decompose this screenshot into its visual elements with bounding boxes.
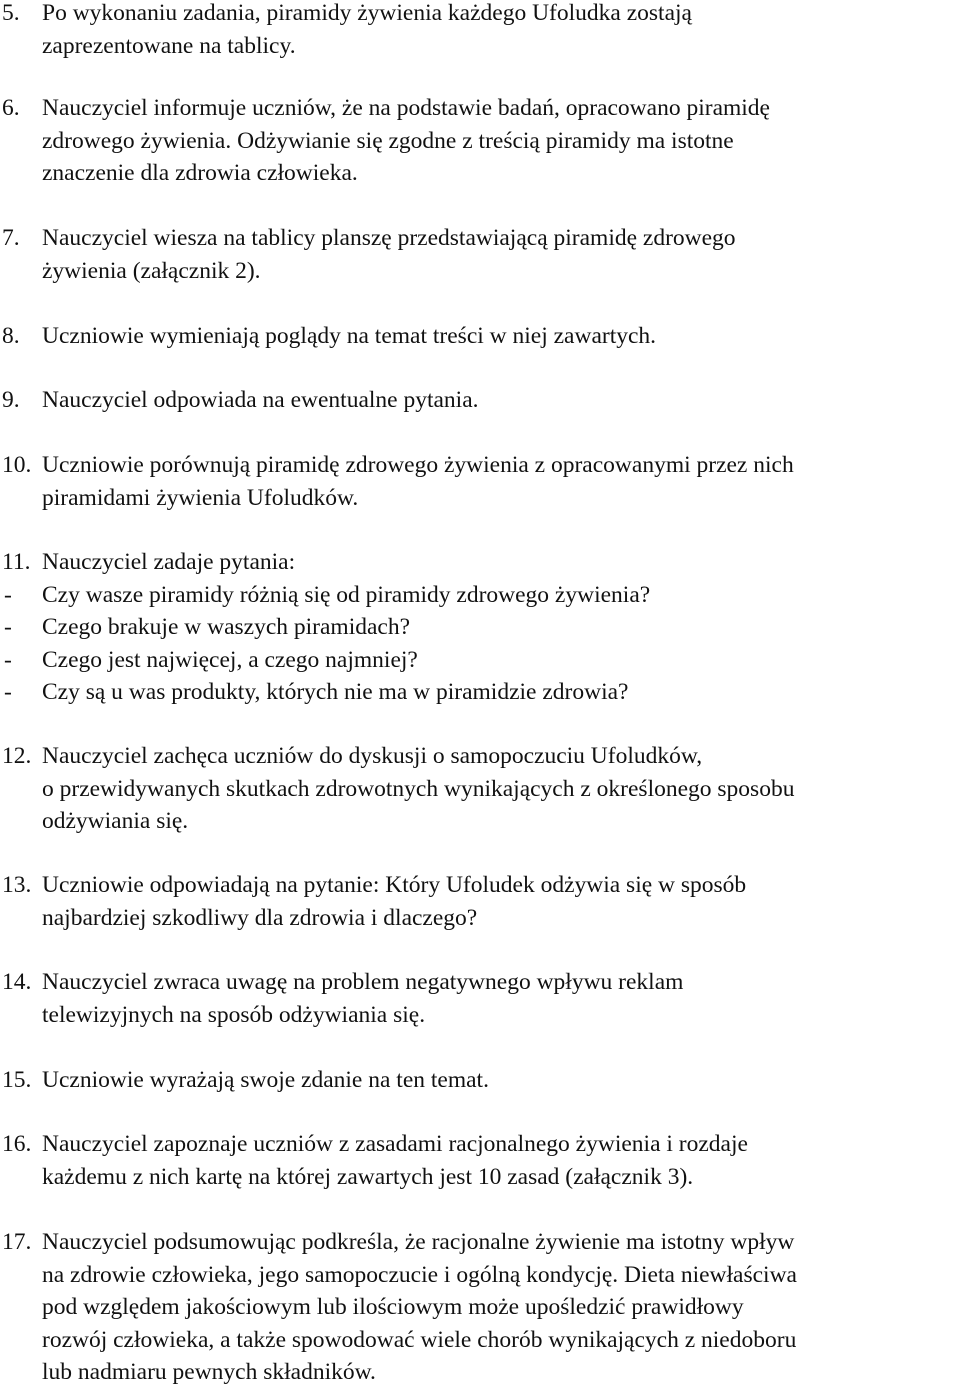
- text-line: Nauczyciel zwraca uwagę na problem negatywnego wpływu reklam: [42, 969, 684, 995]
- item-number: 15.: [2, 1067, 32, 1093]
- item-text: [42, 966, 960, 1031]
- item-number: 5.: [2, 0, 20, 26]
- text-line: Nauczyciel odpowiada na ewentualne pytania.: [42, 387, 479, 413]
- item-number: 11.: [2, 549, 31, 575]
- item-number: 13.: [2, 872, 32, 898]
- text-line: znaczenie dla zdrowia człowieka.: [42, 160, 358, 186]
- text-line: Nauczyciel zachęca uczniów do dyskusji o samopoczuciu Ufoludków,: [42, 743, 703, 769]
- text-line: o przewidywanych skutkach zdrowotnych wynikających z określonego sposobu: [42, 775, 795, 802]
- list-item-17: [0, 1226, 960, 1389]
- item-text: [42, 384, 960, 417]
- list-item-11: [0, 546, 960, 709]
- item-text: [42, 740, 960, 838]
- dash-bullet: -: [4, 581, 12, 608]
- item-text: [42, 1128, 960, 1193]
- list-item-7: [0, 222, 960, 287]
- question-text: Czego brakuje w waszych piramidach?: [42, 614, 411, 640]
- question-item: [0, 611, 960, 644]
- list-item-10: [0, 449, 960, 514]
- text-line: lub nadmiaru pewnych składników.: [42, 1359, 376, 1385]
- dash-bullet: -: [4, 679, 12, 705]
- text-line: Nauczyciel informuje uczniów, że na podstawie badań, opracowano piramidę: [42, 95, 770, 121]
- list-item-12: [0, 740, 960, 838]
- dash-bullet: -: [4, 646, 12, 673]
- item-number: 8.: [2, 323, 20, 349]
- question-text: Czego jest najwięcej, a czego najmniej?: [42, 646, 418, 673]
- text-line: telewizyjnych na sposób odżywiania się.: [42, 1001, 426, 1028]
- dash-bullet: -: [4, 614, 12, 640]
- item-number: 17.: [2, 1229, 32, 1255]
- list-item-5: [0, 0, 960, 62]
- text-line: Po wykonaniu zadania, piramidy żywienia każdego Ufoludka zostają: [42, 0, 692, 26]
- text-line: pod względem jakościowym lub ilościowym może upośledzić prawidłowy: [42, 1294, 744, 1320]
- list-item-8: [0, 320, 960, 353]
- text-line: Uczniowie wyrażają swoje zdanie na ten temat.: [42, 1067, 489, 1093]
- list-item-16: [0, 1128, 960, 1193]
- text-line: najbardziej szkodliwy dla zdrowia i dlaczego?: [42, 904, 478, 931]
- item-text: [42, 1226, 960, 1389]
- text-line: rozwój człowieka, a także spowodować wiele chorób wynikających z niedoboru: [42, 1326, 797, 1353]
- list-item-15: [0, 1064, 960, 1097]
- question-text: Czy są u was produkty, których nie ma w piramidzie zdrowia?: [42, 679, 629, 705]
- list-item-6: [0, 92, 960, 190]
- text-line: Uczniowie odpowiadają na pytanie: Który Ufoludek odżywia się w sposób: [42, 872, 747, 898]
- item-text: [42, 0, 960, 62]
- item-number: 6.: [2, 95, 20, 121]
- list-item-13: [0, 869, 960, 934]
- text-line: piramidami żywienia Ufoludków.: [42, 484, 359, 511]
- item-text: [42, 546, 960, 579]
- item-number: 16.: [2, 1131, 32, 1157]
- item-number: 12.: [2, 743, 32, 769]
- item-number: 14.: [2, 969, 32, 995]
- text-line: żywienia (załącznik 2).: [42, 257, 261, 284]
- text-line: Nauczyciel zapoznaje uczniów z zasadami racjonalnego żywienia i rozdaje: [42, 1131, 748, 1157]
- text-line: Nauczyciel wiesza na tablicy planszę przedstawiającą piramidę zdrowego: [42, 225, 736, 251]
- question-text: Czy wasze piramidy różnią się od piramidy zdrowego żywienia?: [42, 581, 651, 608]
- text-line: Nauczyciel zadaje pytania:: [42, 549, 296, 575]
- list-item-14: [0, 966, 960, 1031]
- item-text: [42, 320, 960, 353]
- item-text: [42, 869, 960, 934]
- text-line: każdemu z nich kartę na której zawartych jest 10 zasad (załącznik 3).: [42, 1163, 694, 1190]
- item-text: [42, 449, 960, 514]
- item-number: 7.: [2, 225, 20, 251]
- item-number: 9.: [2, 387, 20, 413]
- text-line: odżywiania się.: [42, 808, 189, 834]
- question-item: [0, 644, 960, 677]
- text-line: Nauczyciel podsumowując podkreśla, że racjonalne żywienie ma istotny wpływ: [42, 1229, 795, 1255]
- item-number: 10.: [2, 452, 32, 478]
- question-item: [0, 676, 960, 709]
- text-line: zaprezentowane na tablicy.: [42, 32, 296, 59]
- list-item-9: [0, 384, 960, 417]
- question-item: [0, 579, 960, 612]
- text-line: zdrowego żywienia. Odżywianie się zgodne z treścią piramidy ma istotne: [42, 127, 734, 154]
- item-text: [42, 222, 960, 287]
- text-line: Uczniowie wymieniają poglądy na temat treści w niej zawartych.: [42, 323, 657, 349]
- text-line: Uczniowie porównują piramidę zdrowego żywienia z opracowanymi przez nich: [42, 452, 794, 478]
- item-text: [42, 1064, 960, 1097]
- text-line: na zdrowie człowieka, jego samopoczucie i ogólną kondycję. Dieta niewłaściwa: [42, 1261, 797, 1288]
- item-text: [42, 92, 960, 190]
